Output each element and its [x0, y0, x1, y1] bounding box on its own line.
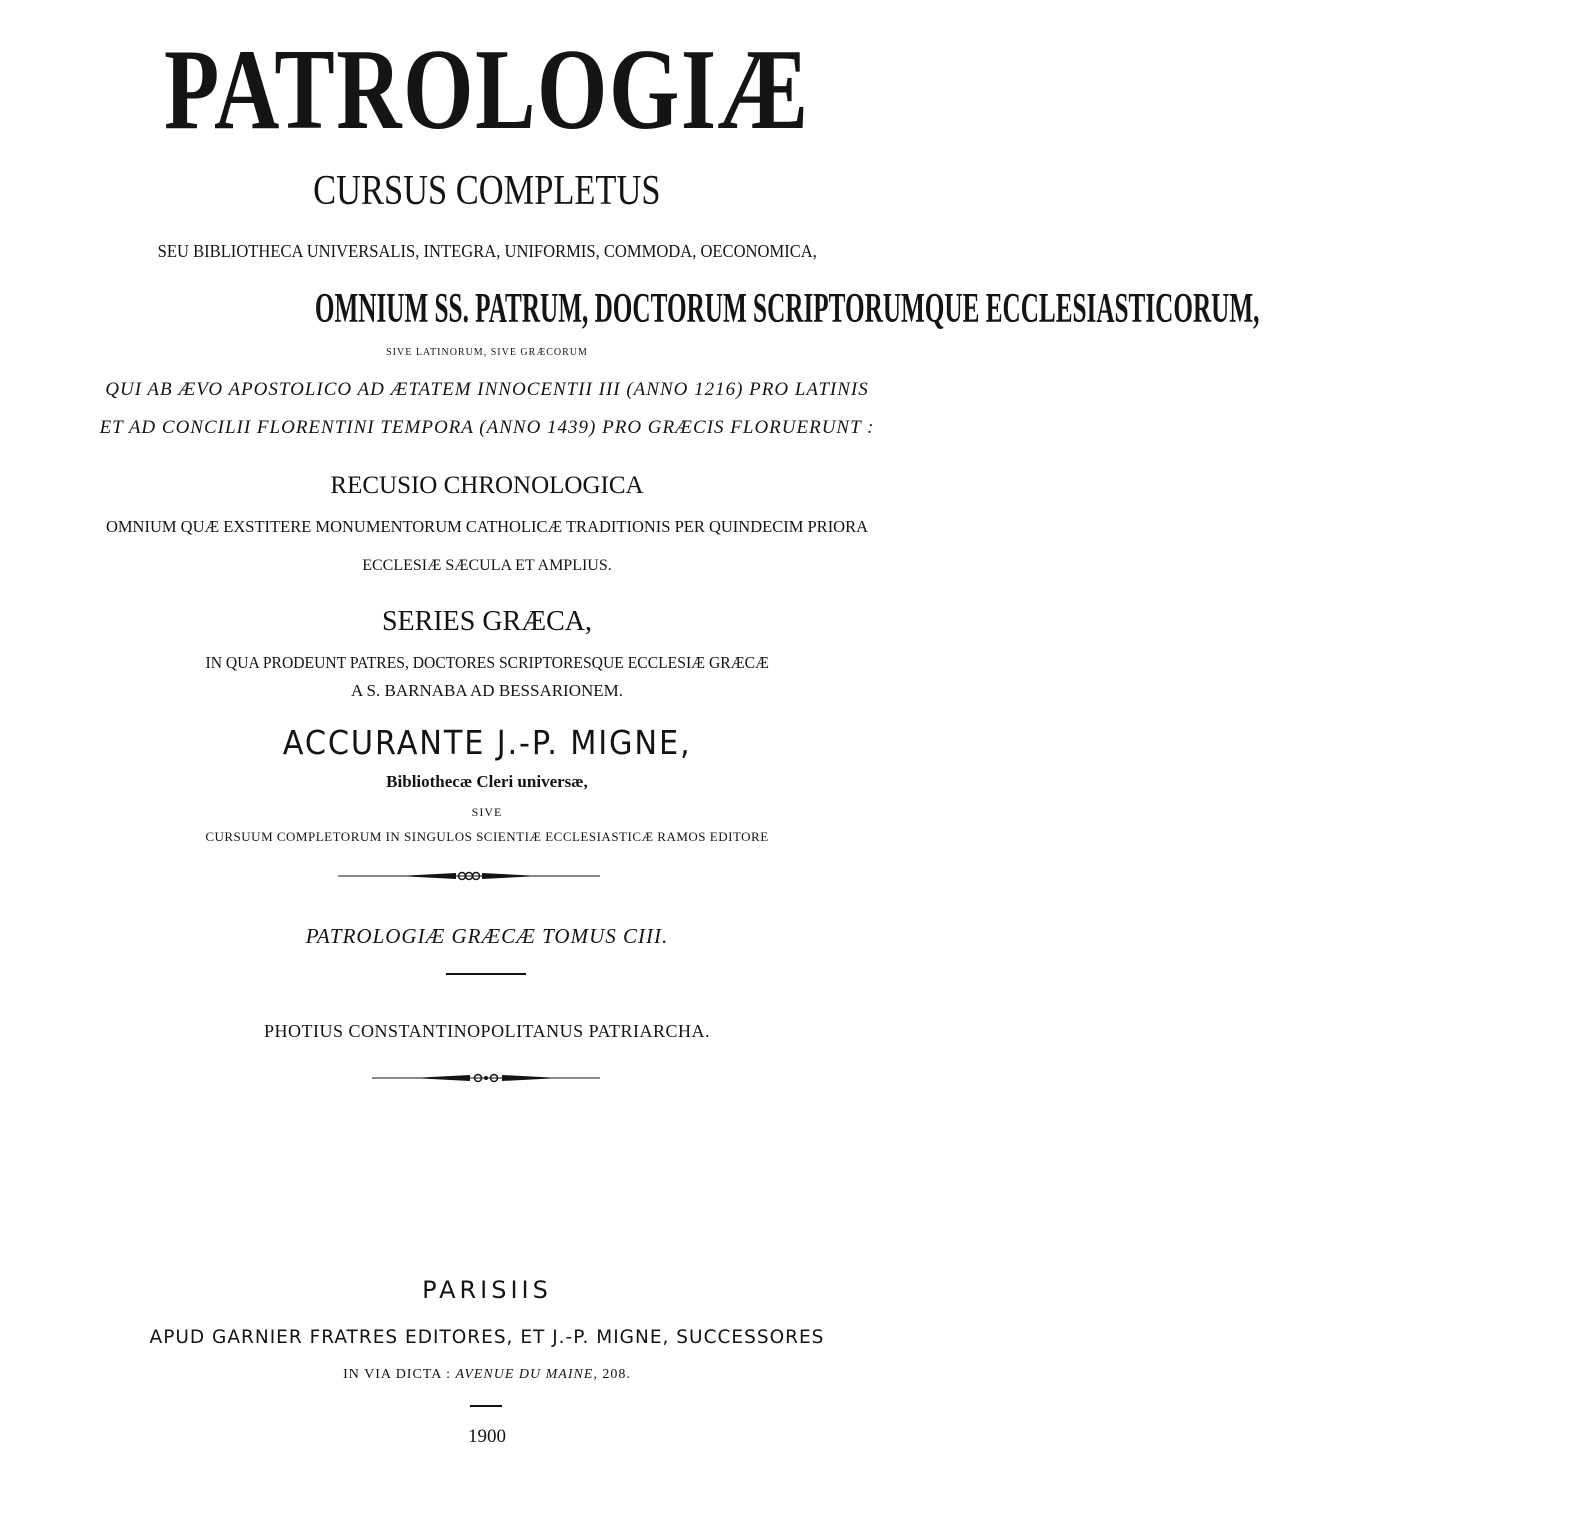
publication-year: 1900 — [468, 1426, 506, 1447]
place-parisiis: PARISIIS — [422, 1276, 552, 1304]
address-prefix: IN VIA DICTA : — [343, 1367, 451, 1382]
ecclesiae-saecula-line: ECCLESIÆ SÆCULA ET AMPLIUS. — [362, 557, 612, 574]
sive-latinorum: SIVE LATINORUM, SIVE GRÆCORUM — [386, 347, 588, 358]
main-title: PATROLOGIÆ — [164, 26, 810, 154]
address-number: 208. — [602, 1367, 631, 1382]
sive-line: SIVE — [471, 805, 503, 819]
series-heading: SERIES GRÆCA, — [381, 606, 593, 637]
address-line — [0, 1368, 974, 1382]
bibliothecae-line: Bibliothecæ Cleri universæ, — [386, 772, 588, 791]
publisher-line: APUD GARNIER FRATRES EDITORES, ET J.-P. MIGNE, SUCCESSORES — [149, 1327, 825, 1348]
qui-line: QUI AB ÆVO APOSTOLICO AD ÆTATEM INNOCENTII III (ANNO 1216) PRO LATINIS — [105, 379, 869, 400]
recusio-heading: RECUSIO CHRONOLOGICA — [330, 472, 644, 499]
ornament-divider-1 — [338, 868, 600, 884]
photius-line: PHOTIUS CONSTANTINOPOLITANUS PATRIARCHA. — [264, 1021, 710, 1041]
editor-line: ACCURANTE J.-P. MIGNE, — [282, 723, 692, 762]
omnium-line: OMNIUM SS. PATRUM, DOCTORUM SCRIPTORUMQUE ECCLESIASTICORUM, — [314, 286, 1260, 332]
in-qua-line: IN QUA PRODEUNT PATRES, DOCTORES SCRIPTORESQUE ECCLESIÆ GRÆCÆ — [205, 653, 769, 672]
tomus-line: PATROLOGIÆ GRÆCÆ TOMUS CIII. — [305, 924, 669, 948]
et-ad-line: ET AD CONCILII FLORENTINI TEMPORA (ANNO 1439) PRO GRÆCIS FLORUERUNT : — [99, 417, 875, 438]
year-dash — [470, 1405, 502, 1407]
barnaba-line: A S. BARNABA AD BESSARIONEM. — [350, 681, 624, 700]
short-rule — [446, 973, 526, 975]
address-street: AVENUE DU MAINE, — [455, 1367, 598, 1382]
subtitle: CURSUS COMPLETUS — [313, 168, 661, 214]
ornament-divider-2 — [372, 1070, 600, 1086]
omnium-quae-line: OMNIUM QUÆ EXSTITERE MONUMENTORUM CATHOLICÆ TRADITIONIS PER QUINDECIM PRIORA — [105, 517, 869, 536]
cursuum-line: CURSUUM COMPLETORUM IN SINGULOS SCIENTIÆ ECCLESIASTICÆ RAMOS EDITORE — [205, 829, 769, 844]
seu-line: SEU BIBLIOTHECA UNIVERSALIS, INTEGRA, UNIFORMIS, COMMODA, OECONOMICA, — [157, 241, 817, 261]
